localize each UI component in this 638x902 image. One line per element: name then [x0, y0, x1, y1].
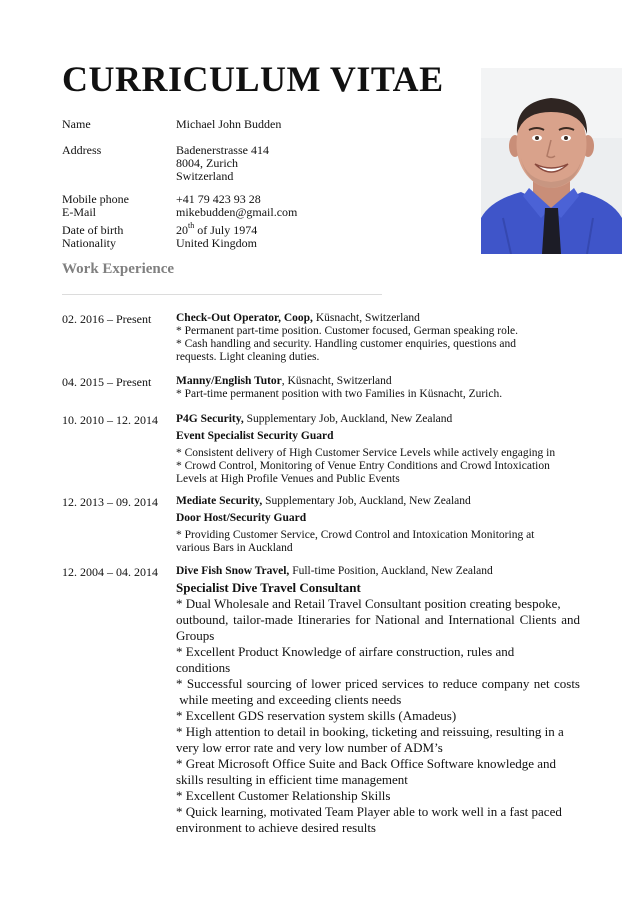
job-location: Supplementary Job, Auckland, New Zealand	[243, 413, 453, 425]
job-employer: Dive Fish Snow Travel,	[176, 565, 290, 577]
job-line: * Part-time permanent position with two Families in Küsnacht, Zurich.	[176, 388, 503, 400]
job-dates: 12. 2013 – 09. 2014	[62, 495, 158, 509]
job-line: conditions	[176, 660, 231, 675]
email-value: mikebudden@gmail.com	[176, 205, 298, 219]
job-role: Door Host/Security Guard	[176, 512, 307, 524]
job-line: * High attention to detail in booking, ticketing and reissuing, resulting in a	[176, 724, 564, 739]
email-label: E-Mail	[62, 205, 96, 219]
address-value	[176, 144, 269, 183]
job-line: various Bars in Auckland	[176, 542, 293, 554]
job-entry	[176, 375, 576, 401]
job-line: very low error rate and very low number of ADM’s	[176, 740, 443, 755]
job-line: * Successful sourcing of lower priced services to reduce company net costs	[176, 676, 580, 691]
job-location: , Küsnacht, Switzerland	[281, 375, 392, 387]
job-line: * Consistent delivery of High Customer Service Levels while actively engaging in	[176, 447, 556, 459]
nationality-label: Nationality	[62, 236, 116, 250]
job-dates: 02. 2016 – Present	[62, 312, 152, 326]
job-header	[176, 565, 576, 578]
job-location: Full-time Position, Auckland, New Zealand	[289, 565, 493, 577]
job-line: * Excellent Customer Relationship Skills	[176, 788, 391, 803]
dob-rest: of July 1974	[194, 223, 258, 237]
name-label: Name	[62, 117, 91, 131]
job-dates: 10. 2010 – 12. 2014	[62, 413, 158, 427]
job-title	[176, 312, 576, 325]
section-heading: Work Experience	[62, 261, 175, 277]
address-line: Badenerstrasse 414	[176, 143, 269, 157]
job-line: * Permanent part-time position. Customer focused, German speaking role.	[176, 325, 519, 337]
job-line: Groups	[176, 628, 215, 643]
job-line: * Great Microsoft Office Suite and Back Office Software knowledge and	[176, 756, 557, 771]
job-location: Küsnacht, Switzerland	[312, 312, 420, 324]
job-line: outbound, tailor-made Itineraries for National and International Clients and	[176, 612, 580, 627]
job-line: * Excellent GDS reservation system skills (Amadeus)	[176, 708, 457, 723]
job-role: Specialist Dive Travel Consultant	[176, 580, 361, 595]
mobile-value: +41 79 423 93 28	[176, 192, 261, 206]
section-divider	[62, 294, 382, 295]
job-entry	[176, 495, 576, 555]
name-value: Michael John Budden	[176, 117, 282, 131]
job-role: Event Specialist Security Guard	[176, 430, 334, 442]
job-line: skills resulting in efficient time management	[176, 772, 408, 787]
job-entry	[176, 312, 576, 364]
address-label: Address	[62, 143, 102, 157]
page-title: CURRICULUM VITAE	[62, 59, 444, 99]
job-title	[176, 565, 576, 578]
job-line: while meeting and exceeding clients needs	[176, 692, 402, 707]
job-line: * Crowd Control, Monitoring of Venue Entry Conditions and Crowd Intoxication	[176, 460, 550, 472]
job-employer: Mediate Security,	[176, 495, 263, 507]
job-line: * Providing Customer Service, Crowd Control and Intoxication Monitoring at	[176, 529, 535, 541]
nationality-value: United Kingdom	[176, 236, 257, 250]
job-title	[176, 495, 576, 508]
address-line: 8004, Zurich	[176, 156, 238, 170]
job-line: Levels at High Profile Venues and Public Events	[176, 473, 400, 485]
job-employer: Check-Out Operator, Coop,	[176, 312, 313, 324]
job-line: * Cash handling and security. Handling customer enquiries, questions and	[176, 338, 517, 350]
job-title	[176, 413, 576, 426]
profile-photo	[481, 68, 622, 254]
dob-suffix: th	[188, 221, 195, 230]
job-dates: 12. 2004 – 04. 2014	[62, 565, 158, 579]
job-title	[176, 375, 576, 388]
mobile-label: Mobile phone	[62, 192, 129, 206]
job-employer: P4G Security,	[176, 413, 244, 425]
job-entry	[176, 413, 576, 486]
job-line: requests. Light cleaning duties.	[176, 351, 320, 363]
job-line: environment to achieve desired results	[176, 820, 376, 835]
job-location: Supplementary Job, Auckland, New Zealand	[262, 495, 471, 507]
job-line: * Dual Wholesale and Retail Travel Consultant position creating bespoke,	[176, 596, 561, 611]
job-line: * Excellent Product Knowledge of airfare construction, rules and	[176, 644, 515, 659]
job-employer: Manny/English Tutor	[176, 375, 282, 387]
job-entry	[176, 580, 580, 836]
address-line: Switzerland	[176, 169, 234, 183]
dob-label: Date of birth	[62, 223, 124, 237]
job-dates: 04. 2015 – Present	[62, 375, 152, 389]
job-line: * Quick learning, motivated Team Player able to work well in a fast paced	[176, 804, 562, 819]
dob-day: 20	[176, 223, 188, 237]
